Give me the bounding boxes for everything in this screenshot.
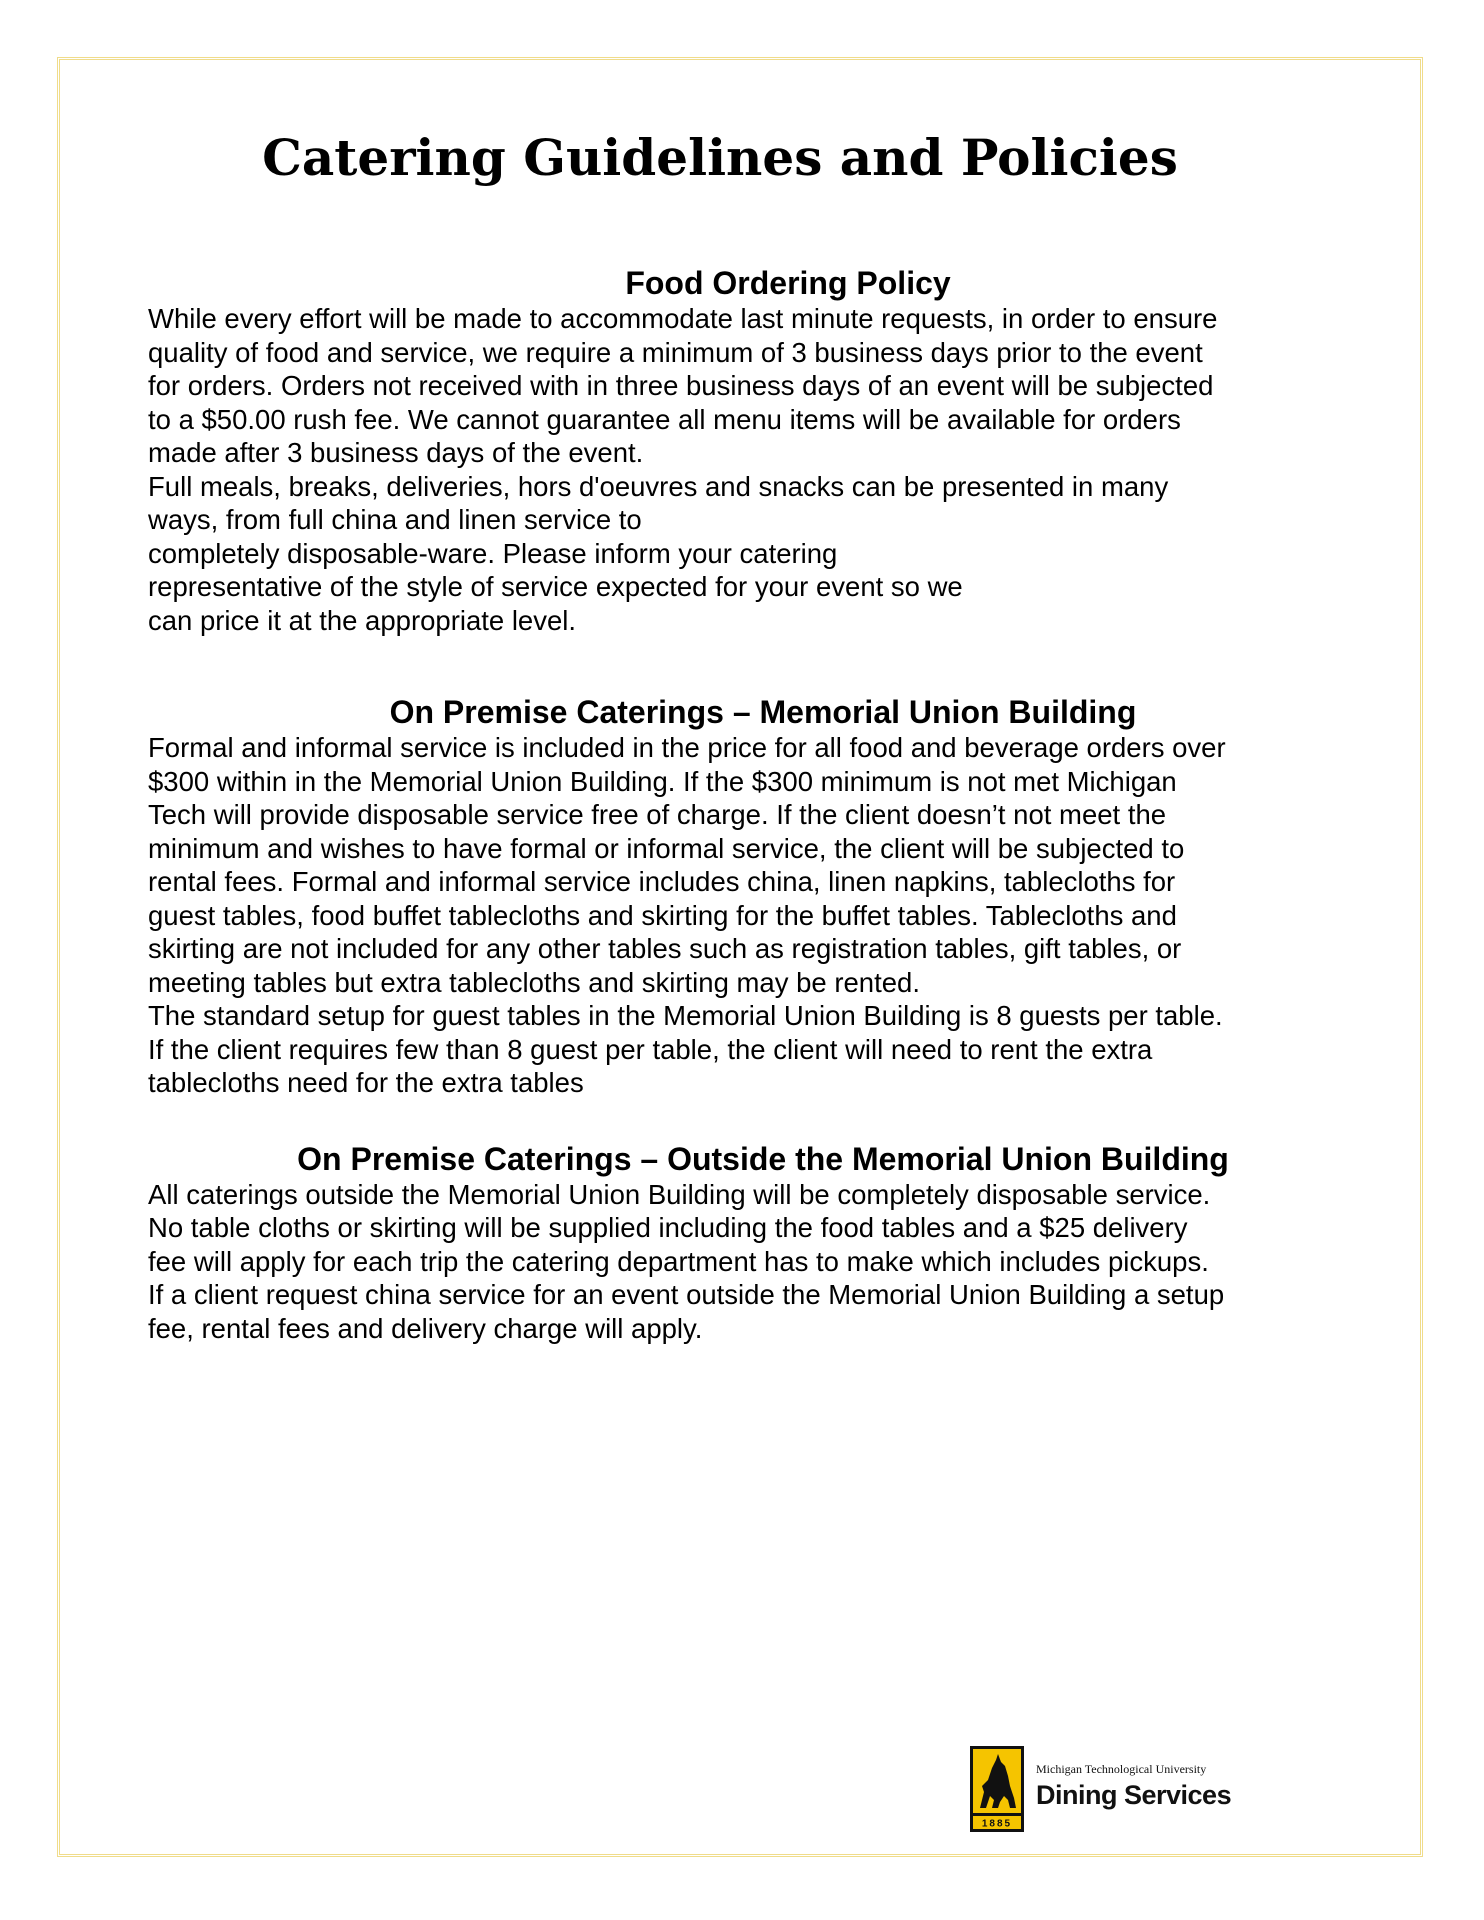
page-title: Catering Guidelines and Policies	[262, 128, 1178, 187]
text-line: meeting tables but extra tablecloths and skirting may be rented.	[148, 966, 920, 998]
section-paragraph	[148, 1178, 1298, 1346]
text-line: skirting are not included for any other tables such as registration tables, gift tables, or	[148, 933, 1182, 964]
dining-services-logo	[970, 1746, 1232, 1832]
section-paragraph	[148, 302, 1298, 637]
text-line: minimum and wishes to have formal or informal service, the client will be subjected to	[148, 832, 1185, 864]
text-line: ways, from full china and linen service to	[148, 504, 642, 535]
text-line: fee, rental fees and delivery charge will apply.	[148, 1312, 703, 1344]
document-body	[148, 264, 1298, 1345]
section-memorial-union-building	[148, 693, 1298, 1100]
text-line: tablecloths need for the extra tables	[148, 1067, 584, 1098]
text-line: If a client request china service for an event outside the Memorial Union Building a setup	[148, 1279, 1225, 1310]
husky-logo-icon	[970, 1746, 1024, 1832]
section-food-ordering-policy	[148, 264, 1298, 637]
text-line: $300 within in the Memorial Union Building. If the $300 minimum is not met Michigan	[148, 765, 1177, 797]
text-line: made after 3 business days of the event.	[148, 437, 644, 468]
section-heading: On Premise Caterings – Memorial Union Building	[389, 694, 1137, 730]
text-line: fee will apply for each trip the catering department has to make which includes pickups.	[148, 1245, 1209, 1277]
text-line: All caterings outside the Memorial Union Building will be completely disposable service.	[148, 1178, 1211, 1210]
text-line: Full meals, breaks, deliveries, hors d'oeuvres and snacks can be presented in many	[148, 470, 1169, 502]
text-line: No table cloths or skirting will be supplied including the food tables and a $25 delivery	[148, 1212, 1188, 1243]
text-line: Formal and informal service is included in the price for all food and beverage orders over	[148, 732, 1226, 763]
text-line: for orders. Orders not received with in three business days of an event will be subjected	[148, 370, 1214, 401]
text-line: to a $50.00 rush fee. We cannot guarantee all menu items will be available for orders	[148, 403, 1181, 435]
section-paragraph	[148, 731, 1298, 1100]
logo-year: 1885	[981, 1818, 1013, 1830]
logo-department-name: Dining Services	[1036, 1780, 1232, 1810]
text-line: Tech will provide disposable service free of charge. If the client doesn’t not meet the	[148, 799, 1167, 830]
text-line: rental fees. Formal and informal service includes china, linen napkins, tablecloths for	[148, 866, 1176, 897]
text-line: While every effort will be made to accommodate last minute requests, in order to ensure	[148, 303, 1218, 334]
text-line: If the client requires few than 8 guest per table, the client will need to rent the extra	[148, 1033, 1153, 1065]
logo-university-name: Michigan Technological University	[1036, 1762, 1207, 1776]
text-line: guest tables, food buffet tablecloths and skirting for the buffet tables. Tablecloths and	[148, 899, 1177, 931]
section-heading: Food Ordering Policy	[625, 265, 951, 301]
text-line: can price it at the appropriate level.	[148, 604, 577, 636]
text-line: representative of the style of service expected for your event so we	[148, 571, 963, 602]
text-line: quality of food and service, we require a minimum of 3 business days prior to the event	[148, 336, 1203, 368]
section-heading: On Premise Caterings – Outside the Memorial Union Building	[297, 1140, 1229, 1177]
section-outside-memorial-union	[148, 1140, 1298, 1346]
text-line: The standard setup for guest tables in the Memorial Union Building is 8 guests per table.	[148, 1000, 1223, 1031]
text-line: completely disposable-ware. Please inform your catering	[148, 537, 838, 569]
